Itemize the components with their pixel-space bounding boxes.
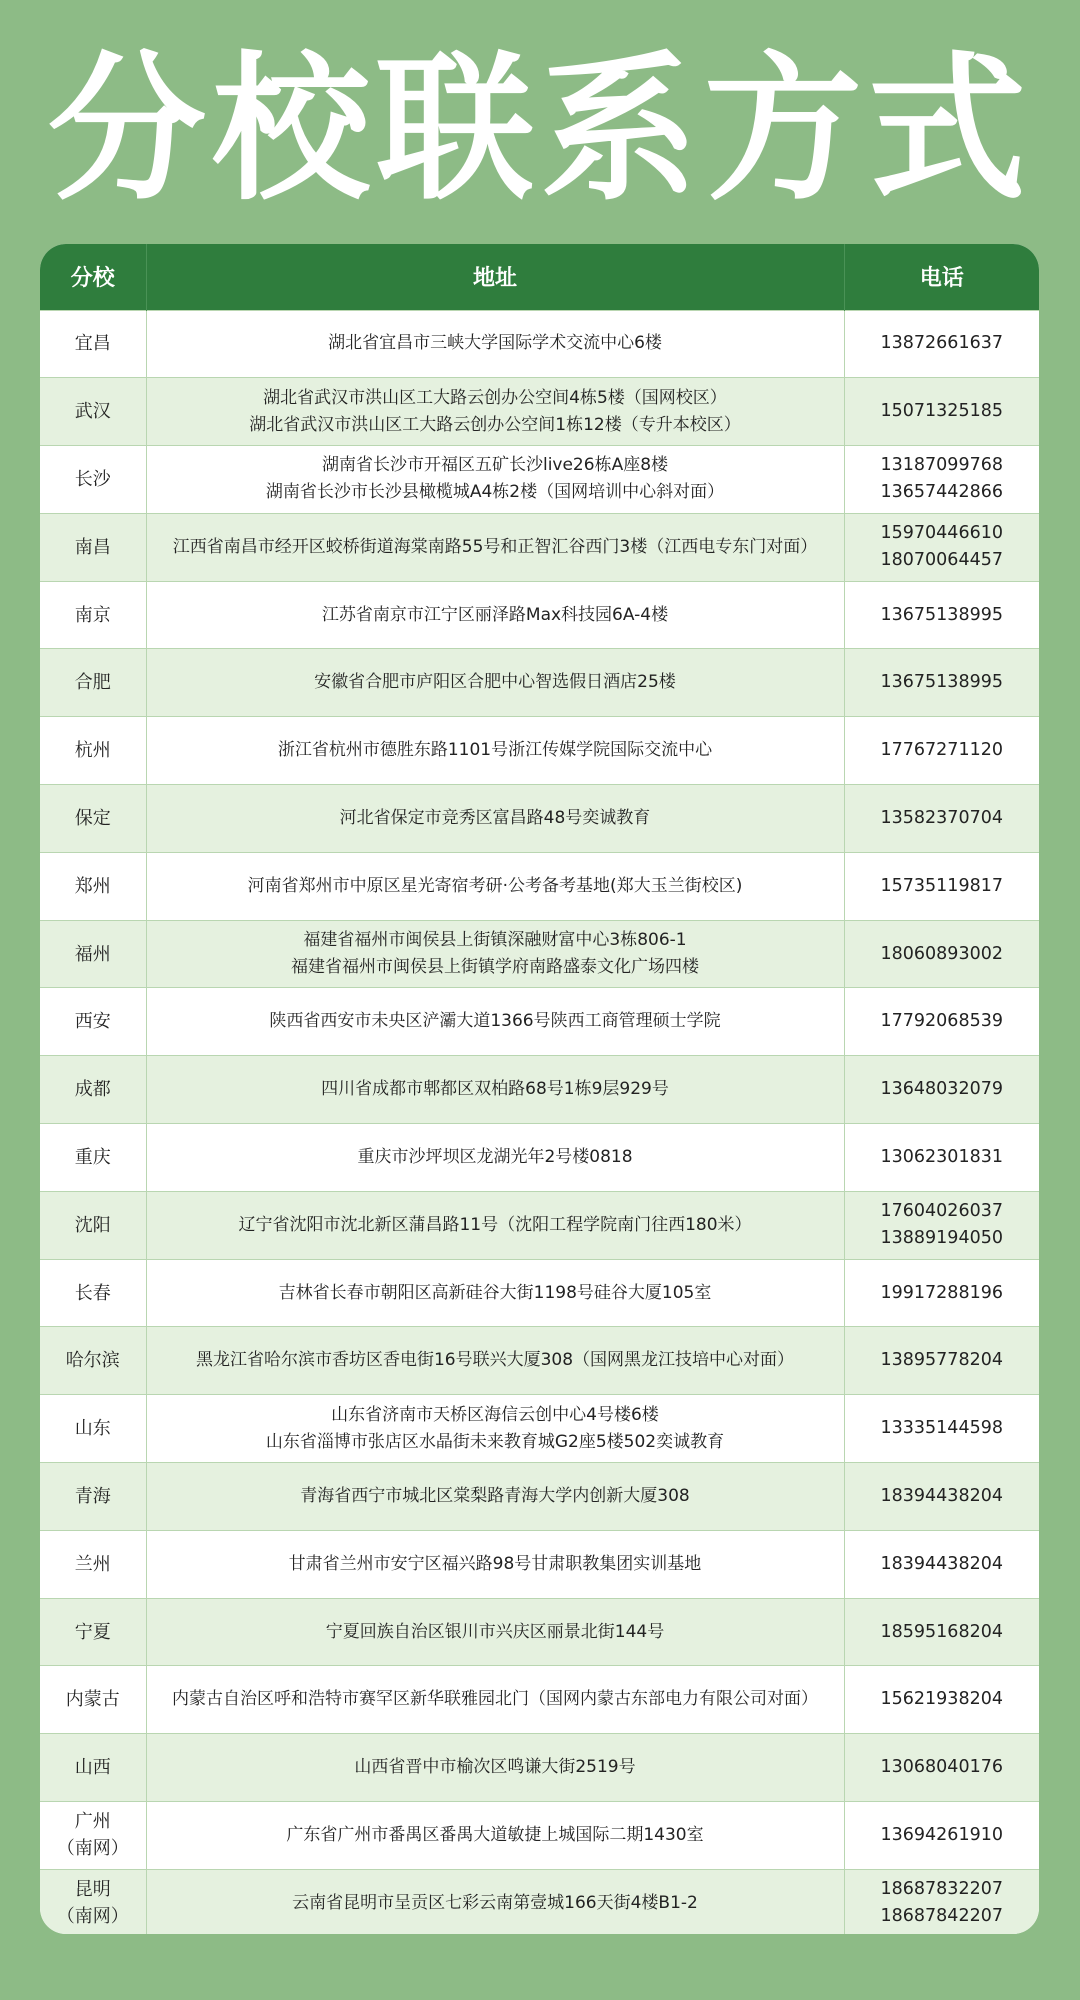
address-cell	[146, 717, 844, 785]
table-row	[40, 1124, 1039, 1192]
phone-cell-line[interactable]: 18595168204	[880, 1621, 1003, 1642]
phone-cell	[844, 988, 1039, 1056]
branch-cell	[40, 1327, 146, 1395]
address-cell	[146, 1056, 844, 1124]
address-cell-line: 甘肃省兰州市安宁区福兴路98号甘肃职教集团实训基地	[288, 1553, 702, 1574]
phone-cell-line[interactable]: 18394438204	[880, 1553, 1003, 1574]
table-row	[40, 1056, 1039, 1124]
phone-cell	[844, 785, 1039, 853]
phone-cell-line[interactable]: 15735119817	[880, 875, 1003, 896]
table-row	[40, 649, 1039, 717]
phone-cell-line[interactable]: 19917288196	[880, 1282, 1003, 1303]
address-cell	[146, 1191, 844, 1259]
address-cell	[146, 1463, 844, 1531]
address-cell-line: 云南省昆明市呈贡区七彩云南第壹城166天街4楼B1-2	[292, 1892, 698, 1913]
table-row	[40, 1598, 1039, 1666]
address-cell-line: 湖南省长沙市长沙县橄榄城A4栋2楼（国网培训中心斜对面）	[265, 482, 725, 503]
phone-cell	[844, 1124, 1039, 1192]
address-cell-line: 山西省晋中市榆次区鸣谦大街2519号	[354, 1757, 636, 1778]
branch-cell	[40, 513, 146, 581]
phone-cell	[844, 1734, 1039, 1802]
address-cell-line: 福建省福州市闽侯县上街镇学府南路盛泰文化广场四楼	[291, 957, 699, 978]
phone-cell	[844, 1327, 1039, 1395]
branch-cell	[40, 717, 146, 785]
branch-cell	[40, 920, 146, 988]
table-row	[40, 513, 1039, 581]
branch-cell-line: 西安	[74, 1011, 111, 1033]
branch-cell-line: 杭州	[74, 740, 111, 762]
address-cell	[146, 1598, 844, 1666]
branch-cell-line: 山西	[74, 1757, 111, 1779]
phone-cell-line[interactable]: 13582370704	[880, 807, 1003, 828]
phone-cell-line[interactable]: 13648032079	[880, 1079, 1003, 1100]
branch-cell	[40, 1802, 146, 1870]
branch-cell-line: 保定	[74, 807, 111, 829]
header-address: 地址	[146, 244, 844, 310]
table-row	[40, 785, 1039, 853]
phone-cell-line[interactable]: 13895778204	[880, 1350, 1003, 1371]
phone-cell	[844, 310, 1039, 378]
address-cell-line: 黑龙江省哈尔滨市香坊区香电街16号联兴大厦308（国网黑龙江技培中心对面）	[195, 1350, 795, 1371]
branch-cell-line: 兰州	[74, 1553, 111, 1575]
phone-cell-line[interactable]: 18687832207	[880, 1879, 1003, 1900]
branch-cell-line: 郑州	[74, 875, 111, 897]
branch-cell-line: 广州	[74, 1811, 111, 1833]
branch-cell	[40, 378, 146, 446]
table-row	[40, 1530, 1039, 1598]
branch-cell	[40, 649, 146, 717]
branch-cell-line: 南京	[74, 604, 111, 626]
address-cell-line: 湖北省武汉市洪山区工大路云创办公空间4栋5楼（国网校区）	[263, 387, 727, 408]
address-cell	[146, 1327, 844, 1395]
branch-cell-line: 山东	[74, 1418, 111, 1440]
address-cell	[146, 1734, 844, 1802]
phone-cell	[844, 446, 1039, 514]
branch-cell	[40, 1259, 146, 1327]
phone-cell	[844, 852, 1039, 920]
address-cell-line: 浙江省杭州市德胜东路1101号浙江传媒学院国际交流中心	[277, 740, 713, 761]
address-cell-line: 湖北省武汉市洪山区工大路云创办公空间1栋12楼（专升本校区）	[249, 414, 741, 435]
phone-cell-line[interactable]: 15071325185	[880, 401, 1003, 422]
address-cell-line: 河北省保定市竞秀区富昌路48号奕诚教育	[339, 807, 651, 828]
phone-cell	[844, 1666, 1039, 1734]
header-branch: 分校	[40, 244, 146, 310]
address-cell-line: 内蒙古自治区呼和浩特市赛罕区新华联雅园北门（国网内蒙古东部电力有限公司对面）	[172, 1689, 818, 1710]
branch-cell	[40, 852, 146, 920]
branch-cell-line: （南网）	[56, 1838, 129, 1860]
branch-cell	[40, 1530, 146, 1598]
header-phone: 电话	[919, 266, 964, 292]
phone-cell	[844, 1530, 1039, 1598]
address-cell-line: 宁夏回族自治区银川市兴庆区丽景北街144号	[325, 1621, 665, 1642]
address-cell	[146, 649, 844, 717]
table-row	[40, 988, 1039, 1056]
branch-cell	[40, 785, 146, 853]
phone-cell-line[interactable]: 13335144598	[880, 1418, 1003, 1439]
branch-cell	[40, 1191, 146, 1259]
phone-cell-line[interactable]: 18060893002	[880, 943, 1003, 964]
phone-cell-line[interactable]: 17767271120	[880, 740, 1003, 761]
table-row	[40, 1191, 1039, 1259]
table-row	[40, 717, 1039, 785]
phone-cell-line[interactable]: 13062301831	[880, 1146, 1003, 1167]
branch-cell	[40, 446, 146, 514]
phone-cell-line[interactable]: 13187099768	[880, 455, 1003, 476]
address-cell-line: 广东省广州市番禺区番禺大道敏捷上城国际二期1430室	[286, 1824, 704, 1845]
address-cell-line: 湖北省宜昌市三峡大学国际学术交流中心6楼	[328, 333, 662, 354]
address-cell-line: 山东省淄博市张店区水晶街未来教育城G2座5楼502奕诚教育	[265, 1431, 725, 1452]
phone-cell	[844, 1869, 1039, 1934]
address-cell-line: 青海省西宁市城北区棠梨路青海大学内创新大厦308	[300, 1485, 690, 1506]
branch-cell-line: 沈阳	[74, 1214, 111, 1236]
address-cell-line: 吉林省长春市朝阳区高新硅谷大街1198号硅谷大厦105室	[278, 1282, 712, 1303]
address-cell	[146, 1666, 844, 1734]
phone-cell-line[interactable]: 13068040176	[880, 1757, 1003, 1778]
branch-cell	[40, 988, 146, 1056]
table-row	[40, 1259, 1039, 1327]
table-row	[40, 1734, 1039, 1802]
address-cell-line: 四川省成都市郫都区双柏路68号1栋9层929号	[321, 1079, 669, 1100]
address-cell-line: 江西省南昌市经开区蛟桥街道海棠南路55号和正智汇谷西门3楼（江西电专东门对面）	[172, 536, 818, 557]
address-cell	[146, 1869, 844, 1934]
phone-cell-line[interactable]: 18394438204	[880, 1485, 1003, 1506]
phone-cell	[844, 649, 1039, 717]
branch-cell	[40, 1124, 146, 1192]
contact-table	[40, 244, 1039, 1934]
address-cell	[146, 852, 844, 920]
branch-cell	[40, 310, 146, 378]
table-row	[40, 1395, 1039, 1463]
branch-cell-line: 南昌	[74, 536, 111, 558]
phone-cell	[844, 1395, 1039, 1463]
address-cell	[146, 581, 844, 649]
branch-cell	[40, 1463, 146, 1531]
phone-cell	[844, 717, 1039, 785]
address-cell	[146, 1259, 844, 1327]
branch-cell-line: 合肥	[74, 672, 111, 694]
table-row	[40, 1802, 1039, 1870]
phone-cell	[844, 513, 1039, 581]
table-row	[40, 581, 1039, 649]
phone-cell-line[interactable]: 13657442866	[880, 482, 1003, 503]
address-cell-line: 湖南省长沙市开福区五矿长沙live26栋A座8楼	[321, 455, 669, 476]
phone-cell-line[interactable]: 18687842207	[880, 1906, 1003, 1927]
phone-cell-line[interactable]: 13675138995	[880, 604, 1003, 625]
address-cell	[146, 1802, 844, 1870]
phone-cell	[844, 920, 1039, 988]
address-cell	[146, 378, 844, 446]
phone-cell	[844, 1463, 1039, 1531]
address-cell	[146, 920, 844, 988]
branch-cell	[40, 1869, 146, 1934]
table-row	[40, 1327, 1039, 1395]
branch-cell	[40, 1056, 146, 1124]
branch-cell-line: 武汉	[74, 401, 111, 423]
address-cell	[146, 310, 844, 378]
phone-cell-line[interactable]: 13872661637	[880, 333, 1003, 354]
address-cell-line: 辽宁省沈阳市沈北新区蒲昌路11号（沈阳工程学院南门往西180米）	[238, 1214, 752, 1235]
address-cell-line: 安徽省合肥市庐阳区合肥中心智选假日酒店25楼	[314, 672, 676, 693]
page-title: 分校联系方式	[48, 38, 1032, 222]
address-cell-line: 陕西省西安市未央区浐灞大道1366号陕西工商管理硕士学院	[269, 1011, 721, 1032]
phone-cell	[844, 581, 1039, 649]
branch-cell-line: 长春	[74, 1282, 111, 1304]
table-row	[40, 1869, 1039, 1934]
table-header-row	[40, 244, 1039, 310]
table-body	[40, 310, 1039, 1934]
phone-cell	[844, 1056, 1039, 1124]
phone-cell-line[interactable]: 15970446610	[880, 523, 1003, 544]
phone-cell-line[interactable]: 18070064457	[880, 550, 1003, 571]
branch-cell-line: 内蒙古	[65, 1689, 120, 1711]
branch-cell-line: 宁夏	[74, 1621, 111, 1643]
address-cell-line: 河南省郑州市中原区星光寄宿考研·公考备考基地(郑大玉兰街校区)	[247, 875, 743, 896]
branch-cell	[40, 1598, 146, 1666]
branch-cell-line: （南网）	[56, 1906, 129, 1928]
branch-cell	[40, 581, 146, 649]
address-cell-line: 重庆市沙坪坝区龙湖光年2号楼0818	[357, 1146, 633, 1167]
branch-cell	[40, 1734, 146, 1802]
address-cell	[146, 785, 844, 853]
address-cell-line: 江苏省南京市江宁区丽泽路Max科技园6A-4楼	[321, 604, 669, 625]
phone-cell-line[interactable]: 15621938204	[880, 1689, 1003, 1710]
phone-cell-line[interactable]: 13694261910	[880, 1824, 1003, 1845]
address-cell	[146, 988, 844, 1056]
contact-table-card	[40, 244, 1039, 1934]
address-cell-line: 福建省福州市闽侯县上街镇深融财富中心3栋806-1	[303, 930, 687, 951]
phone-cell	[844, 1191, 1039, 1259]
branch-cell-line: 哈尔滨	[65, 1350, 120, 1372]
table-row	[40, 920, 1039, 988]
address-cell	[146, 513, 844, 581]
branch-cell	[40, 1666, 146, 1734]
phone-cell	[844, 1598, 1039, 1666]
phone-cell-line[interactable]: 13675138995	[880, 672, 1003, 693]
address-cell-line: 山东省济南市天桥区海信云创中心4号楼6楼	[331, 1404, 659, 1425]
branch-cell	[40, 1395, 146, 1463]
address-cell	[146, 1395, 844, 1463]
address-cell	[146, 446, 844, 514]
branch-cell-line: 宜昌	[74, 333, 111, 355]
phone-cell	[844, 378, 1039, 446]
branch-cell-line: 青海	[74, 1485, 111, 1507]
phone-cell-line[interactable]: 17604026037	[880, 1201, 1003, 1222]
phone-cell-line[interactable]: 13889194050	[880, 1228, 1003, 1249]
phone-cell	[844, 1802, 1039, 1870]
table-row	[40, 378, 1039, 446]
table-row	[40, 1666, 1039, 1734]
branch-cell-line: 重庆	[74, 1146, 111, 1168]
table-row	[40, 1463, 1039, 1531]
phone-cell	[844, 1259, 1039, 1327]
branch-cell-line: 福州	[74, 943, 111, 965]
address-cell	[146, 1124, 844, 1192]
table-row	[40, 852, 1039, 920]
table-row	[40, 310, 1039, 378]
branch-cell-line: 成都	[74, 1079, 111, 1101]
phone-cell-line[interactable]: 17792068539	[880, 1011, 1003, 1032]
branch-cell-line: 昆明	[74, 1879, 111, 1901]
address-cell	[146, 1530, 844, 1598]
branch-cell-line: 长沙	[74, 468, 111, 490]
table-row	[40, 446, 1039, 514]
